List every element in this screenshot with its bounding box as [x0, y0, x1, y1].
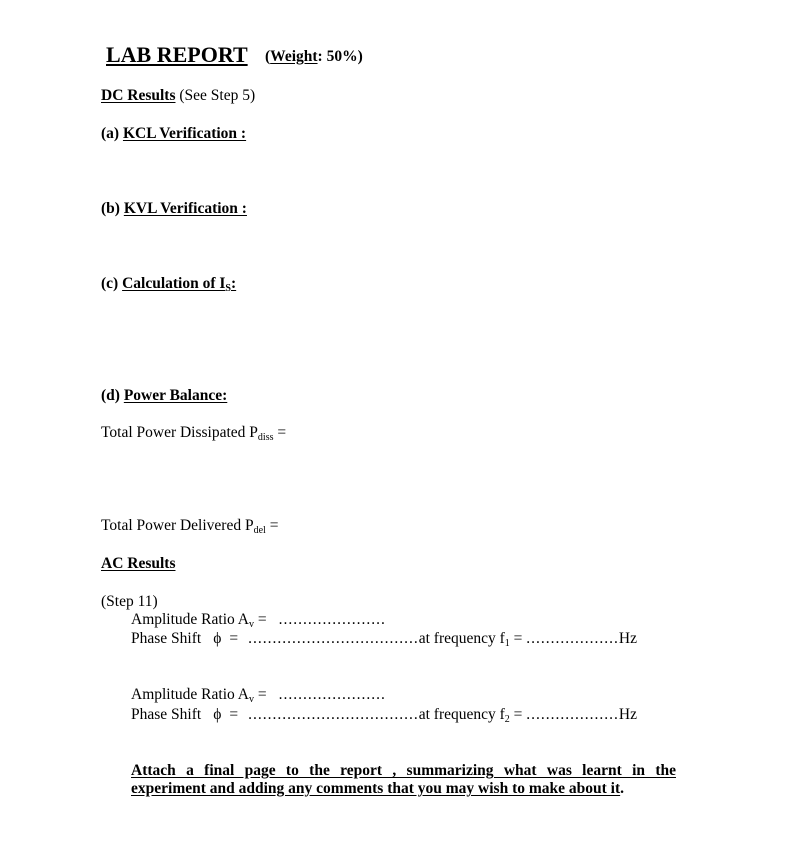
amplitude-ratio-sub: v — [248, 694, 254, 705]
section-kvl-prefix: (b) — [101, 200, 124, 217]
phase-shift-label: Phase Shift — [131, 630, 202, 647]
frequency-label: at frequency f — [418, 706, 505, 723]
power-dissipated-label: Total Power Dissipated P — [101, 424, 258, 441]
section-kvl-label: KVL Verification : — [123, 200, 247, 217]
amplitude-ratio-eq: = — [253, 611, 267, 628]
phi-symbol: ϕ — [213, 630, 222, 647]
frequency-blank: ................... — [526, 630, 619, 647]
attach-instruction-line-1: Attach a final page to the report , summarizing what was learnt in the — [131, 762, 676, 779]
report-weight — [265, 48, 363, 66]
frequency-unit: Hz — [618, 706, 637, 723]
power-dissipated-sub: diss — [257, 432, 274, 443]
attach-instruction-period: . — [620, 780, 625, 797]
section-calc-text: Calculation of I — [122, 275, 226, 292]
step-label: (Step 11) — [101, 593, 158, 610]
power-delivered-sub: del — [253, 525, 266, 536]
section-calc-label — [122, 275, 236, 292]
amplitude-ratio-label: Amplitude Ratio A — [131, 686, 249, 703]
section-calc-prefix: (c) — [101, 275, 123, 292]
weight-word: Weight — [270, 48, 318, 65]
amplitude-ratio-line-2 — [131, 686, 386, 704]
attach-instruction-line-2 — [131, 780, 624, 798]
power-dissipated-line — [101, 424, 286, 442]
section-power-label: Power Balance: — [123, 387, 228, 404]
section-calc — [101, 275, 236, 293]
phase-shift-label: Phase Shift — [131, 706, 202, 723]
phi-symbol: ϕ — [213, 706, 222, 723]
amplitude-ratio-label: Amplitude Ratio A — [131, 611, 249, 628]
phase-shift-eq: = — [229, 630, 239, 647]
frequency-label: at frequency f — [418, 630, 505, 647]
section-kcl-label: KCL Verification : — [122, 125, 247, 142]
frequency-blank: ................... — [526, 706, 619, 723]
report-title: LAB REPORT — [106, 42, 248, 67]
phase-shift-blank: ................................... — [248, 706, 419, 723]
section-calc-tail: : — [230, 275, 237, 292]
dc-results-note: (See Step 5) — [175, 87, 256, 104]
power-dissipated-eq: = — [273, 424, 287, 441]
amplitude-ratio-eq: = — [253, 686, 267, 703]
amplitude-ratio-blank: ...................... — [278, 686, 386, 703]
section-kvl — [101, 200, 247, 218]
dc-results-heading: DC Results — [101, 87, 176, 104]
frequency-unit: Hz — [618, 630, 637, 647]
phase-shift-line-2 — [131, 706, 637, 724]
phase-shift-line-1 — [131, 630, 637, 648]
frequency-sub: 2 — [504, 714, 510, 725]
section-kcl-prefix: (a) — [101, 125, 123, 142]
section-power-prefix: (d) — [101, 387, 124, 404]
power-delivered-label: Total Power Delivered P — [101, 517, 254, 534]
attach-instruction-text: experiment and adding any comments that you may wish to make about it — [131, 780, 621, 797]
power-delivered-eq: = — [265, 517, 279, 534]
weight-open: ( — [265, 48, 271, 65]
phase-shift-eq: = — [229, 706, 239, 723]
power-delivered-line — [101, 517, 278, 535]
frequency-eq: = — [509, 630, 527, 647]
frequency-eq: = — [509, 706, 527, 723]
dc-results-line — [101, 87, 255, 105]
section-calc-sub: S — [225, 283, 231, 294]
section-power — [101, 387, 227, 405]
section-kcl — [101, 125, 246, 143]
amplitude-ratio-blank: ...................... — [278, 611, 386, 628]
amplitude-ratio-line-1 — [131, 611, 386, 629]
weight-rest: : 50%) — [317, 48, 363, 65]
phase-shift-blank: ................................... — [248, 630, 419, 647]
ac-results-heading: AC Results — [101, 555, 176, 572]
frequency-sub: 1 — [504, 638, 510, 649]
amplitude-ratio-sub: v — [248, 619, 254, 630]
